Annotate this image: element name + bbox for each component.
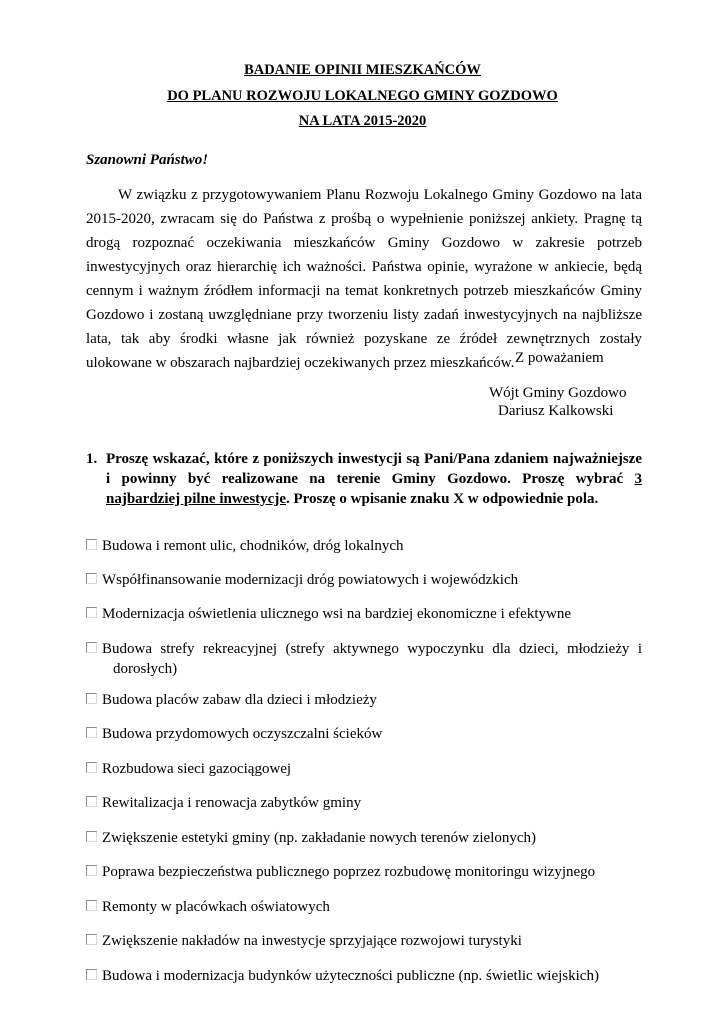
option-item (86, 966, 642, 986)
option-label: Zwiększenie nakładów na inwestycje sprzyjające rozwojowi turystyki (102, 933, 522, 949)
checkbox-2[interactable] (86, 573, 97, 584)
question-number: 1. (86, 451, 98, 467)
signature-closing: Z poważaniem (515, 350, 604, 366)
option-label: Budowa i modernizacja budynków użyteczności publiczne (np. świetlic wiejskich) (102, 968, 599, 984)
intro-paragraph: W związku z przygotowywaniem Planu Rozwoju Lokalnego Gminy Gozdowo na lata 2015-2020, zwracam się do Państwa z prośbą o wypełnienie poniższej ankiety. Pragnę tą drogą rozpoznać oczekiwania mieszkańców Gminy Gozdowo w zakresie potrzeb inwestycyjnych oraz hierarchię ich ważności. Państwa opinie, wyrażone w ankiecie, będą cennym i ważnym źródłem informacji na temat konkretnych potrzeb mieszkańców Gminy Gozdowo i zostaną uwzględniane przy tworzeniu listy zadań inwestycyjnych na najbliższe lata, tak aby środki własne jak również pozyskane ze źródeł zewnętrznych zostały ulokowane w obszarach najbardziej oczekiwanych przez mieszkańców. (86, 187, 642, 371)
option-label: Rozbudowa sieci gazociągowej (102, 761, 292, 777)
question-text-before: Proszę wskazać, które z poniższych inwestycji są Pani/Pana zdaniem najważniejsze i powinny być realizowane na terenie Gminy Gozdowo. Proszę wybrać (106, 451, 642, 487)
option-label: Modernizacja oświetlenia ulicznego wsi na bardziej ekonomiczne i efektywne (102, 606, 571, 622)
checkbox-1[interactable] (86, 539, 97, 550)
option-item (86, 724, 642, 744)
checkbox-3[interactable] (86, 607, 97, 618)
question-text-after: . Proszę o wpisanie znaku X w odpowiednie pola. (285, 491, 599, 507)
question-text-underlined: 3 najbardziej pilne inwestycje (106, 471, 642, 507)
option-label: Współfinansowanie modernizacji dróg powiatowych i wojewódzkich (102, 572, 519, 588)
option-item (86, 536, 642, 556)
option-item (86, 828, 642, 848)
option-label: Zwiększenie estetyki gminy (np. zakładanie nowych terenów zielonych) (102, 830, 537, 846)
checkbox-7[interactable] (86, 762, 97, 773)
option-label: Budowa strefy rekreacyjnej (strefy aktywnego wypoczynku dla dzieci, młodzieży i dorosłych) (102, 641, 642, 677)
checkbox-12[interactable] (86, 934, 97, 945)
checkbox-9[interactable] (86, 831, 97, 842)
signature-name: Dariusz Kalkowski (498, 403, 614, 419)
option-item (86, 759, 642, 779)
checkbox-4[interactable] (86, 642, 97, 653)
option-label: Budowa i remont ulic, chodników, dróg lokalnych (102, 538, 404, 554)
question-1 (86, 449, 642, 509)
checkbox-8[interactable] (86, 796, 97, 807)
option-label: Remonty w placówkach oświatowych (102, 899, 330, 915)
option-label: Budowa przydomowych oczyszczalni ścieków (102, 726, 383, 742)
option-item (86, 897, 642, 917)
question-text (106, 449, 642, 509)
option-label: Rewitalizacja i renowacja zabytków gminy (102, 795, 362, 811)
option-item (86, 639, 642, 679)
option-item (86, 862, 642, 882)
option-label: Poprawa bezpieczeństwa publicznego poprzez rozbudowę monitoringu wizyjnego (102, 864, 596, 880)
signature-title: Wójt Gminy Gozdowo (489, 385, 627, 401)
greeting: Szanowni Państwo! (86, 152, 209, 168)
checkbox-11[interactable] (86, 900, 97, 911)
checkbox-5[interactable] (86, 693, 97, 704)
option-item (86, 690, 642, 710)
checkbox-10[interactable] (86, 865, 97, 876)
title-line-2: DO PLANU ROZWOJU LOKALNEGO GMINY GOZDOWO (167, 88, 558, 104)
option-item (86, 570, 642, 590)
option-item (86, 931, 642, 951)
checkbox-13[interactable] (86, 969, 97, 980)
title-line-3: NA LATA 2015-2020 (298, 113, 427, 129)
title-line-1: BADANIE OPINII MIESZKAŃCÓW (244, 62, 481, 78)
option-item (86, 793, 642, 813)
option-item (86, 604, 642, 624)
option-label: Budowa placów zabaw dla dzieci i młodzieży (102, 692, 377, 708)
checkbox-6[interactable] (86, 727, 97, 738)
